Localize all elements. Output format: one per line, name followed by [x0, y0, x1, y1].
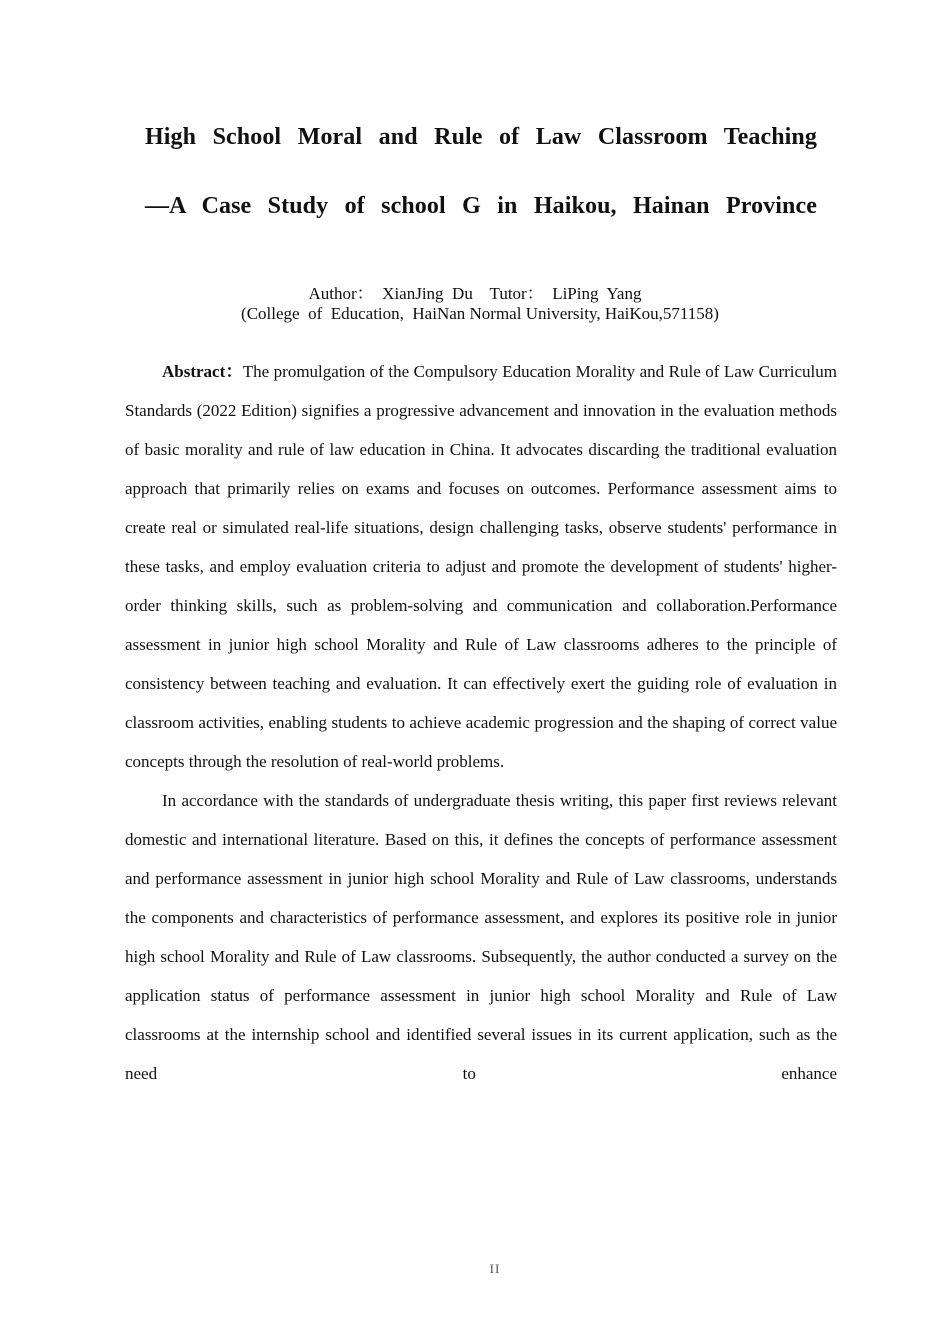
- author-tutor-line: Author： XianJing Du Tutor： LiPing Yang: [308, 284, 642, 303]
- page-number: II: [489, 1261, 501, 1276]
- title-line-1: High School Moral and Rule of Law Classroom Teaching: [145, 124, 817, 150]
- abstract-paragraph-2: In accordance with the standards of undergraduate thesis writing, this paper first reviews relevant domestic and international literature. Based on this, it defines the concepts of performance assessment and performance assessment in junior high school Morality and Rule of Law classrooms, understands the components and characteristics of performance assessment, and explores its positive role in junior high school Morality and Rule of Law classrooms. Subsequently, the author conducted a survey on the application status of performance assessment in junior high school Morality and Rule of Law classrooms at the internship school and identified several issues in its current application, such as the need to enhance: [125, 791, 837, 1083]
- title-line-2: —A Case Study of school G in Haikou, Hainan Province: [145, 193, 817, 219]
- abstract-label: Abstract：: [162, 362, 243, 381]
- abstract-body: [125, 352, 837, 1093]
- abstract-paragraph-1: [125, 352, 837, 781]
- abstract-paragraph-1-text: The promulgation of the Compulsory Education Morality and Rule of Law Curriculum Standards (2022 Edition) signifies a progressive advancement and innovation in the evaluation methods of basic morality and rule of law education in China. It advocates discarding the traditional evaluation approach that primarily relies on exams and focuses on outcomes. Performance assessment aims to create real or simulated real-life situations, design challenging tasks, observe students' performance in these tasks, and employ evaluation criteria to adjust and promote the development of students' higher-order thinking skills, such as problem-solving and communication and collaboration.Performance assessment in junior high school Morality and Rule of Law classrooms adheres to the principle of consistency between teaching and evaluation. It can effectively exert the guiding role of evaluation in classroom activities, enabling students to achieve academic progression and the shaping of correct value concepts through the resolution of real-world problems.: [125, 362, 837, 771]
- affiliation-line: (College of Education, HaiNan Normal University, HaiKou,571158): [241, 304, 719, 323]
